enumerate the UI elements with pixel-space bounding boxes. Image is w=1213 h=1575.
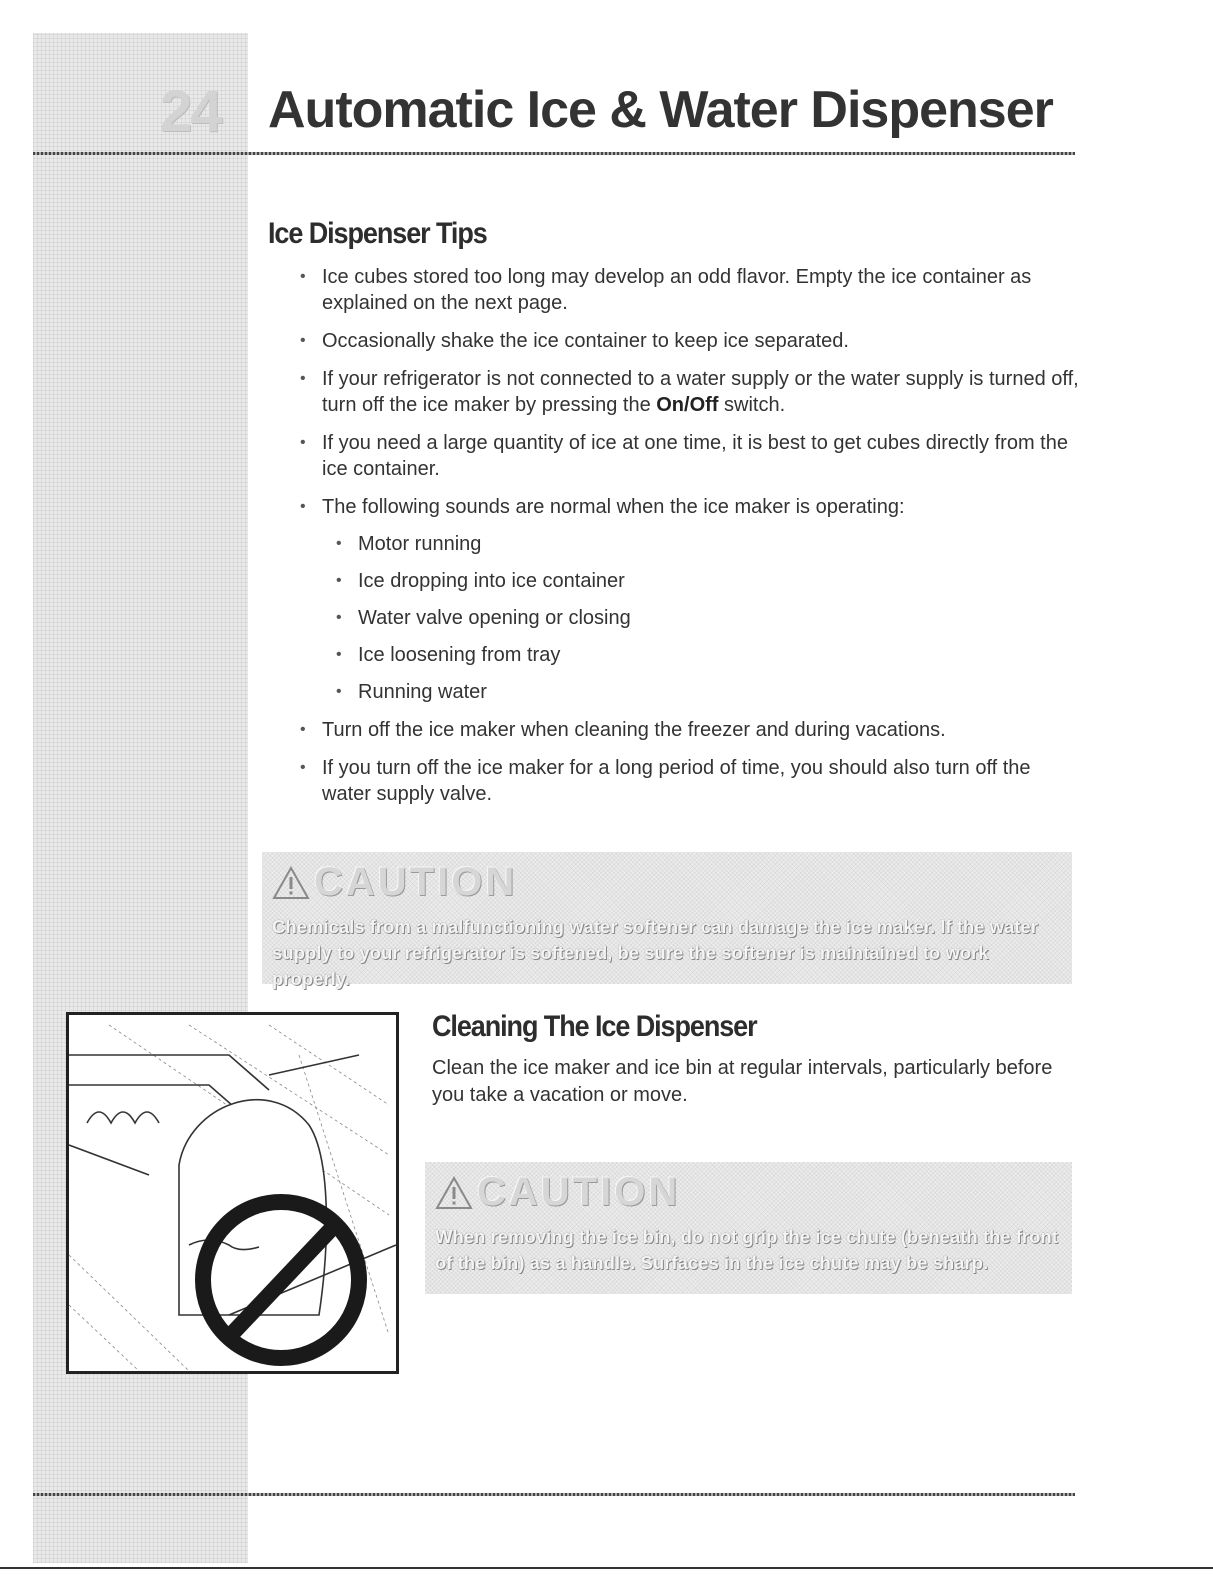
footer-rule (33, 1493, 1075, 1496)
list-item (322, 642, 1080, 668)
tip-text: Occasionally shake the ice container to keep ice separated. (322, 330, 849, 352)
list-item (322, 531, 1080, 557)
page-number: 24 (160, 79, 221, 144)
list-item (300, 755, 1080, 807)
list-item (300, 717, 1080, 743)
sound-text: Water valve opening or closing (358, 607, 631, 629)
tip-text: Turn off the ice maker when cleaning the freezer and during vacations. (322, 719, 946, 741)
caution-box (262, 852, 1072, 989)
list-item (300, 494, 1080, 705)
page-title: Automatic Ice & Water Dispenser (268, 81, 1053, 139)
caution-header (272, 860, 517, 905)
sounds-list (322, 531, 1080, 705)
page-bottom-edge (0, 1567, 1213, 1569)
tips-section-title: Ice Dispenser Tips (268, 217, 487, 250)
cleaning-section-title: Cleaning The Ice Dispenser (432, 1010, 757, 1043)
caution-header (435, 1170, 680, 1215)
header-rule (33, 152, 1075, 155)
warning-triangle-icon (435, 1176, 473, 1210)
list-item (322, 605, 1080, 631)
tip-text: If you need a large quantity of ice at one time, it is best to get cubes directly from the ice container. (322, 432, 1068, 480)
tip-text: If your refrigerator is not connected to a water supply or the water supply is turned off, turn off the ice maker by pressing the (322, 368, 1079, 416)
caution-text: Chemicals from a malfunctioning water softener can damage the ice maker. If the water supply to your refrigerator is softened, be sure the softener is maintained to work properly. (272, 916, 1038, 989)
list-item (300, 328, 1080, 354)
ice-bin-drawing (69, 1015, 396, 1371)
caution-text: When removing the ice bin, do not grip the ice chute (beneath the front of the bin) as a handle. Surfaces in the ice chute may be sharp. (435, 1226, 1058, 1273)
list-item (322, 679, 1080, 705)
list-item (300, 264, 1080, 316)
tip-text: If you turn off the ice maker for a long period of time, you should also turn off the water supply valve. (322, 757, 1031, 805)
caution-box (425, 1162, 1072, 1294)
caution-label: CAUTION (314, 860, 518, 904)
caution-label: CAUTION (477, 1170, 681, 1214)
cleaning-body: Clean the ice maker and ice bin at regular intervals, particularly before you take a vacation or move. (432, 1057, 1053, 1106)
tip-text: Ice cubes stored too long may develop an odd flavor. Empty the ice container as explained on the next page. (322, 266, 1032, 314)
tips-list (300, 264, 1080, 819)
ice-bin-illustration (66, 1012, 399, 1374)
list-item (322, 568, 1080, 594)
sound-text: Motor running (358, 533, 482, 555)
tip-text: switch. (718, 394, 786, 416)
tip-text: The following sounds are normal when the ice maker is operating: (322, 496, 905, 518)
sound-text: Ice dropping into ice container (358, 570, 625, 592)
list-item (300, 430, 1080, 482)
on-off-switch-label: On/Off (656, 394, 719, 416)
sound-text: Running water (358, 681, 487, 703)
warning-triangle-icon (272, 866, 310, 900)
list-item (300, 366, 1080, 418)
sound-text: Ice loosening from tray (358, 644, 561, 666)
